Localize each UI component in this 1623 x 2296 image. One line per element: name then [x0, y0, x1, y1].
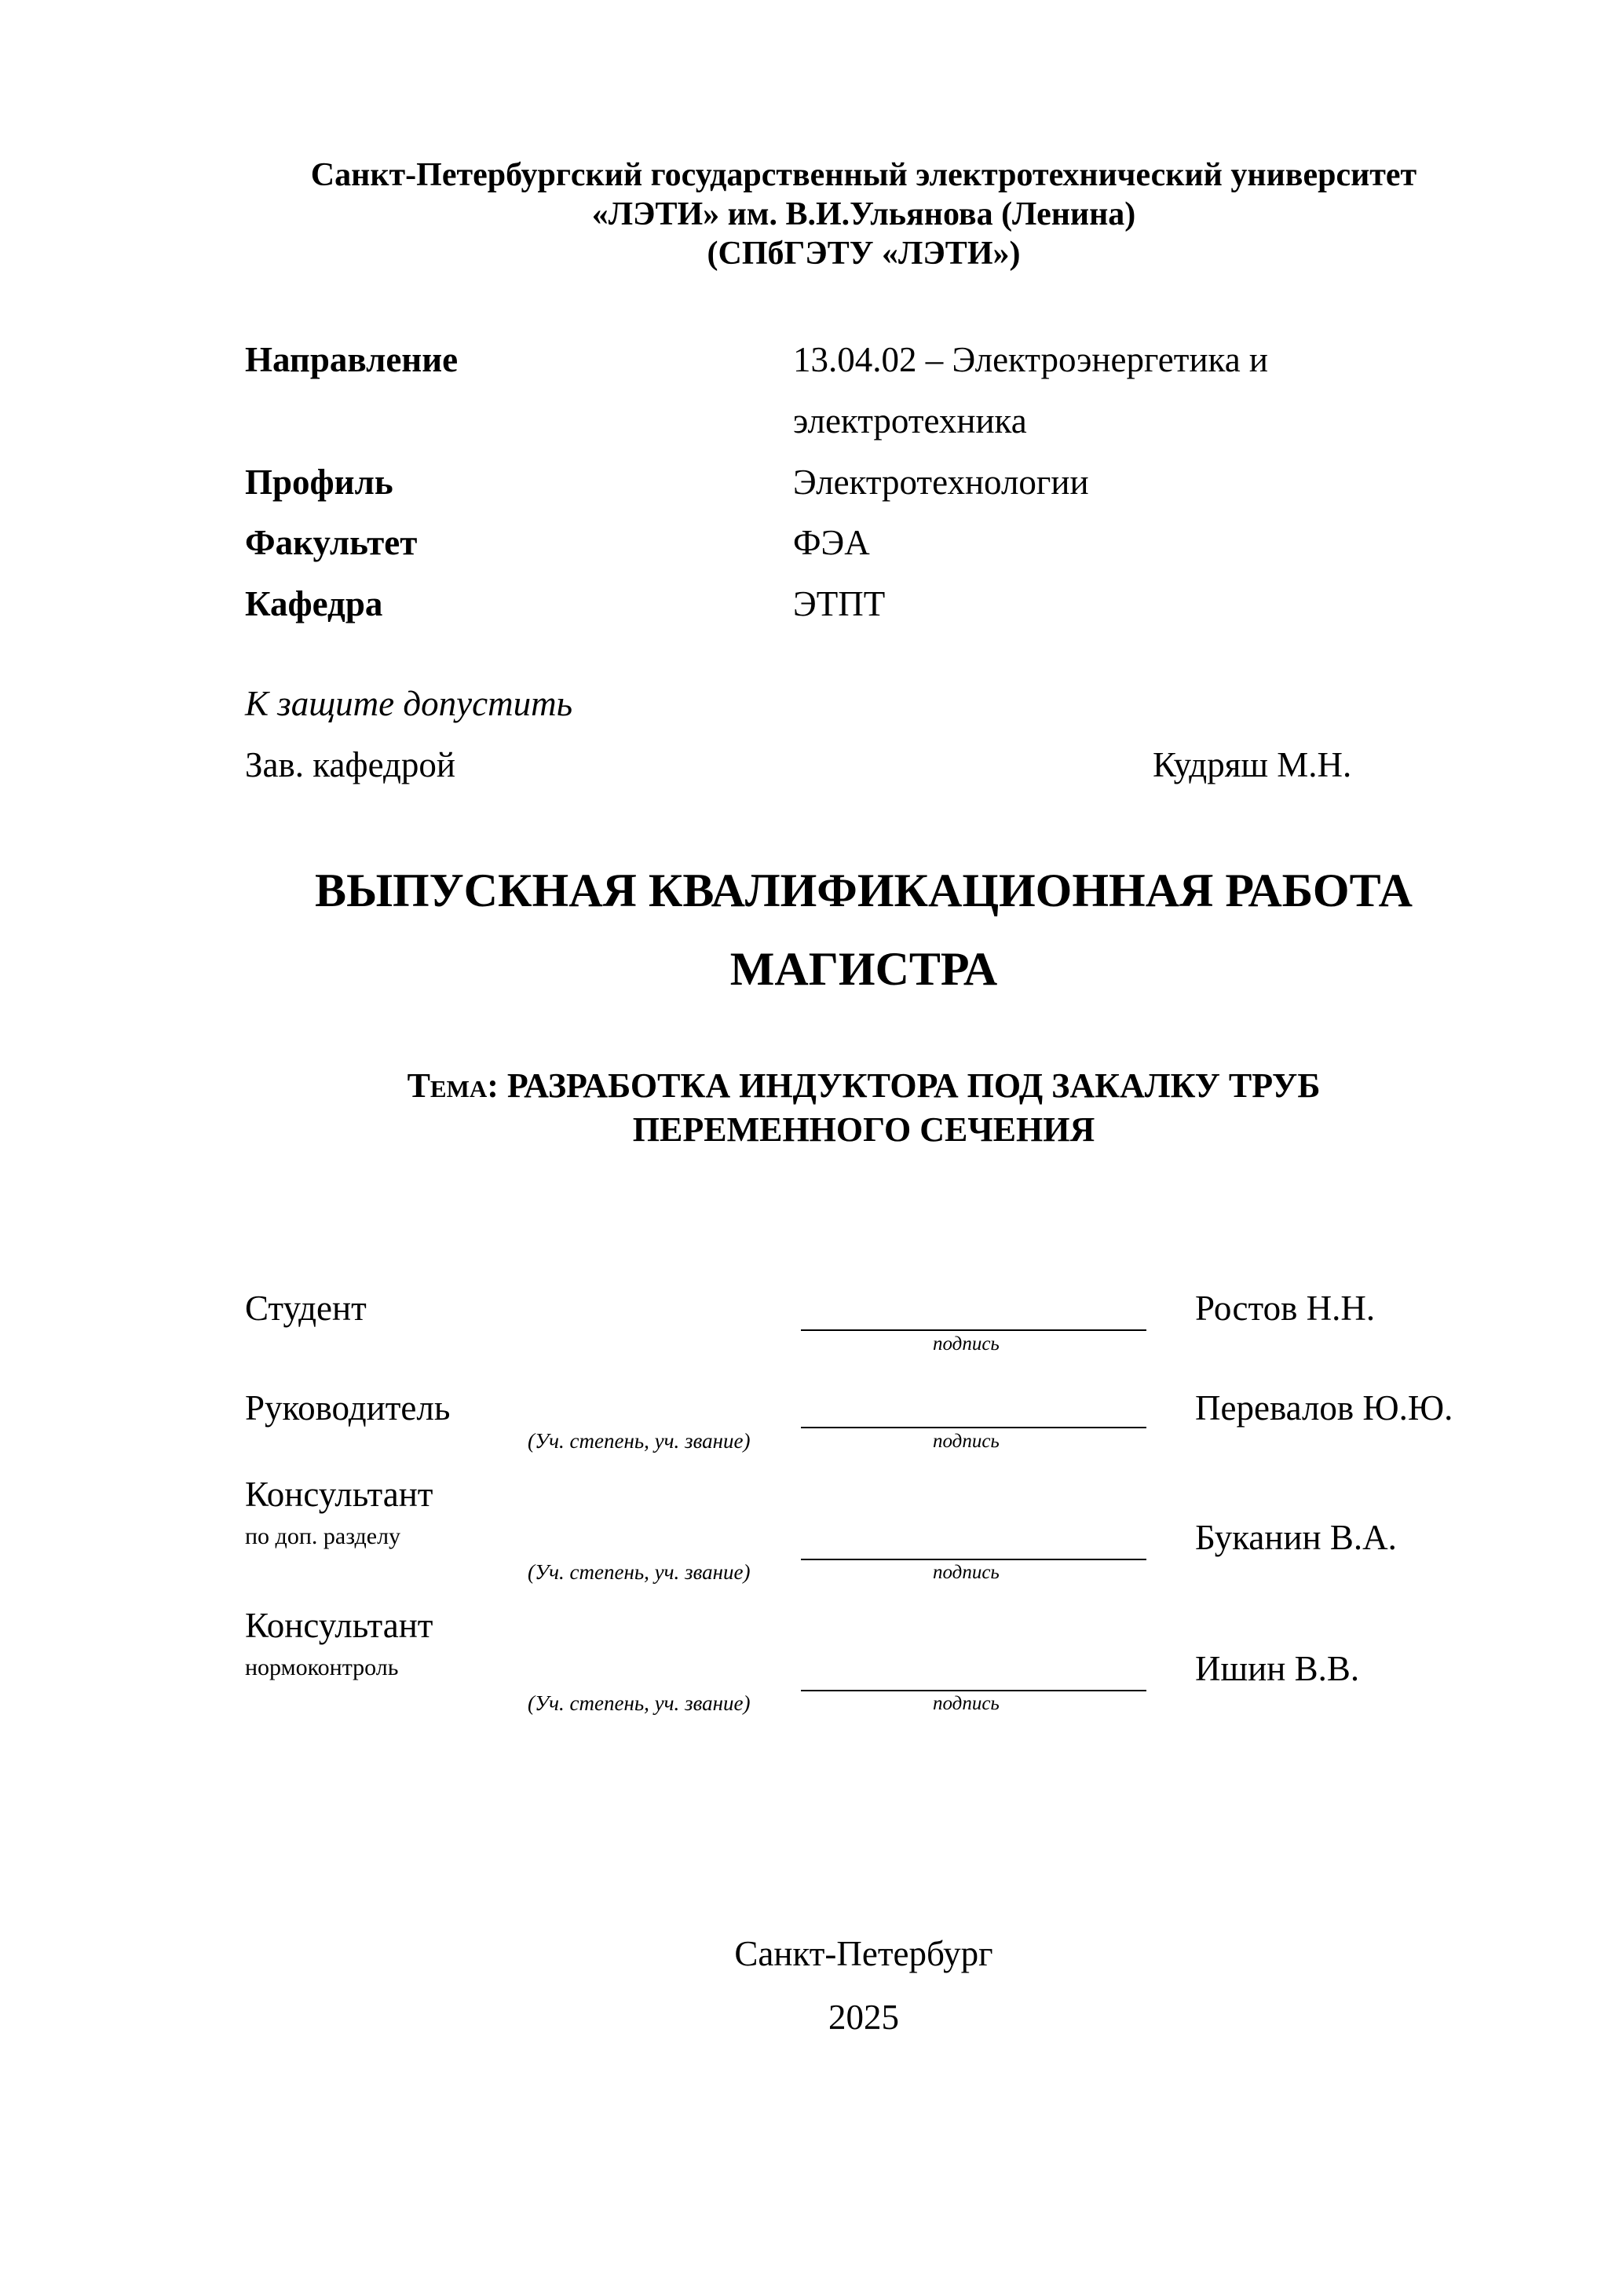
- student-name: Ростов Н.Н.: [1195, 1289, 1376, 1328]
- university-name-line1: Санкт-Петербургский государственный электротехнический университет: [310, 157, 1417, 193]
- consultant1-role: Консультант: [245, 1475, 433, 1514]
- admission-text: К защите допустить: [245, 684, 573, 723]
- theme-prefix: Тема:: [407, 1066, 499, 1105]
- faculty-label: Факультет: [245, 523, 418, 562]
- document-title-line2: МАГИСТРА: [729, 943, 998, 995]
- consultant2-name: Ишин В.В.: [1195, 1649, 1360, 1688]
- profile-value: Электротехнологии: [793, 462, 1089, 502]
- supervisor-role: Руководитель: [245, 1388, 451, 1428]
- supervisor-signature-line: [801, 1427, 1146, 1428]
- faculty-value: ФЭА: [793, 523, 870, 562]
- consultant1-degree-caption: (Уч. степень, уч. звание): [528, 1560, 751, 1584]
- student-role: Студент: [245, 1289, 367, 1328]
- department-label: Кафедра: [245, 584, 383, 623]
- document-title-line1: ВЫПУСКНАЯ КВАЛИФИКАЦИОННАЯ РАБОТА: [315, 865, 1413, 916]
- consultant2-signature-caption: подпись: [933, 1693, 1000, 1714]
- theme-line2: ПЕРЕМЕННОГО СЕЧЕНИЯ: [632, 1110, 1095, 1149]
- student-signature-line: [801, 1329, 1146, 1331]
- university-name-line2: «ЛЭТИ» им. В.И.Ульянова (Ленина): [591, 196, 1136, 232]
- theme-line1: [0, 1066, 1623, 1106]
- consultant2-role: Консультант: [245, 1606, 433, 1645]
- supervisor-name: Перевалов Ю.Ю.: [1195, 1388, 1453, 1428]
- theme-text-line1: РАЗРАБОТКА ИНДУКТОРА ПОД ЗАКАЛКУ ТРУБ: [506, 1066, 1321, 1105]
- head-of-department-name: Кудряш М.Н.: [1153, 745, 1352, 784]
- consultant2-degree-caption: (Уч. степень, уч. звание): [528, 1691, 751, 1715]
- consultant2-signature-line: [801, 1690, 1146, 1691]
- consultant1-signature-line: [801, 1559, 1146, 1560]
- supervisor-degree-caption: (Уч. степень, уч. звание): [528, 1429, 751, 1453]
- department-value: ЭТПТ: [793, 584, 886, 623]
- supervisor-signature-caption: подпись: [933, 1431, 1000, 1452]
- footer-city: Санкт-Петербург: [734, 1934, 993, 1973]
- direction-label: Направление: [245, 340, 459, 379]
- profile-label: Профиль: [245, 462, 393, 502]
- direction-value-line1: 13.04.02 – Электроэнергетика и: [793, 340, 1269, 379]
- consultant1-subtitle: по доп. разделу: [245, 1523, 401, 1549]
- consultant2-subtitle: нормоконтроль: [245, 1654, 399, 1680]
- student-signature-caption: подпись: [933, 1333, 1000, 1355]
- direction-value-line2: электротехника: [793, 401, 1027, 441]
- university-abbreviation: (СПбГЭТУ «ЛЭТИ»): [707, 236, 1021, 272]
- footer-year: 2025: [828, 1998, 899, 2037]
- head-of-department-label: Зав. кафедрой: [245, 745, 455, 784]
- consultant1-name: Буканин В.А.: [1195, 1518, 1397, 1557]
- consultant1-signature-caption: подпись: [933, 1562, 1000, 1583]
